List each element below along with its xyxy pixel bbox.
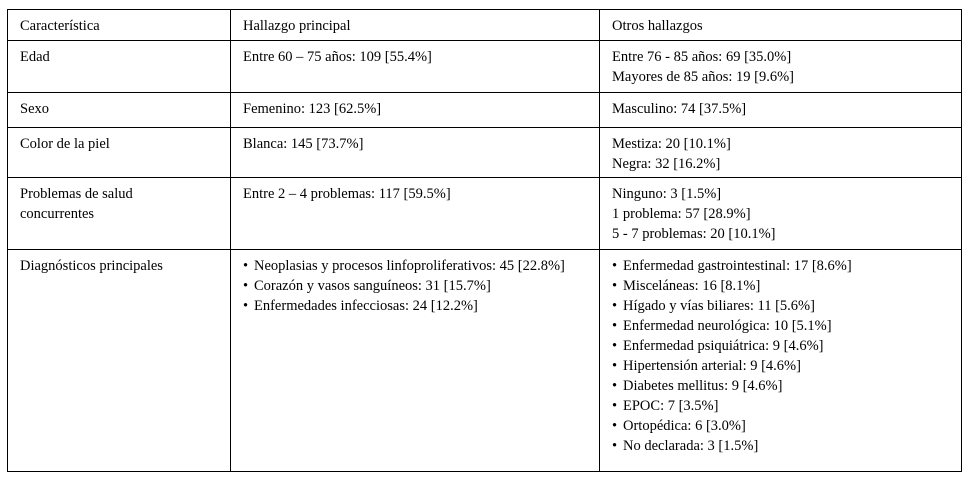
other-diagnosis-list — [612, 256, 953, 456]
row-label-line: Problemas de salud — [20, 186, 133, 202]
list-item: • Corazón y vasos sanguíneos: 31 [15.7%] — [243, 276, 591, 296]
table-row — [8, 41, 962, 93]
row-label-sexo: Sexo — [8, 93, 231, 128]
row-label-color-piel: Color de la piel — [8, 128, 231, 178]
row-main-color-piel — [231, 128, 600, 178]
list-item: • Enfermedades infecciosas: 24 [12.2%] — [243, 296, 591, 316]
list-item: • EPOC: 7 [3.5%] — [612, 396, 953, 416]
list-item: • Ortopédica: 6 [3.0%] — [612, 416, 953, 436]
header-otros-hallazgos: Otros hallazgos — [600, 10, 962, 41]
main-diagnosis-list — [243, 256, 591, 316]
row-others-diagnosticos — [600, 250, 962, 472]
list-item: • Enfermedad neurológica: 10 [5.1%] — [612, 316, 953, 336]
row-others-color-piel — [600, 128, 962, 178]
list-item: • Enfermedad psiquiátrica: 9 [4.6%] — [612, 336, 953, 356]
list-item: • Enfermedad gastrointestinal: 17 [8.6%] — [612, 256, 953, 276]
row-others-problemas-salud — [600, 178, 962, 250]
list-item: • Misceláneas: 16 [8.1%] — [612, 276, 953, 296]
row-main-diagnosticos — [231, 250, 600, 472]
header-caracteristica: Característica — [8, 10, 231, 41]
table-header-row — [8, 10, 962, 41]
table-row — [8, 178, 962, 250]
other-finding: Negra: 32 [16.2%] — [612, 156, 721, 172]
list-item: • No declarada: 3 [1.5%] — [612, 436, 953, 456]
row-label-problemas-salud — [8, 178, 231, 250]
main-finding: Blanca: 145 [73.7%] — [243, 136, 364, 152]
table-row — [8, 128, 962, 178]
row-others-sexo — [600, 93, 962, 128]
row-others-edad — [600, 41, 962, 93]
main-finding: Entre 60 – 75 años: 109 [55.4%] — [243, 49, 432, 65]
other-finding: Mestiza: 20 [10.1%] — [612, 136, 731, 152]
other-finding: Masculino: 74 [37.5%] — [612, 101, 747, 117]
table-row — [8, 93, 962, 128]
main-finding: Femenino: 123 [62.5%] — [243, 101, 382, 117]
main-finding: Entre 2 – 4 problemas: 117 [59.5%] — [243, 186, 451, 202]
list-item: • Diabetes mellitus: 9 [4.6%] — [612, 376, 953, 396]
table-row — [8, 250, 962, 472]
characteristics-table — [7, 9, 962, 472]
row-main-problemas-salud — [231, 178, 600, 250]
list-item: • Hipertensión arterial: 9 [4.6%] — [612, 356, 953, 376]
row-main-sexo — [231, 93, 600, 128]
row-label-edad: Edad — [8, 41, 231, 93]
row-main-edad — [231, 41, 600, 93]
header-hallazgo-principal: Hallazgo principal — [231, 10, 600, 41]
list-item: • Neoplasias y procesos linfoproliferativos: 45 [22.8%] — [243, 256, 591, 276]
row-label-line: concurrentes — [20, 206, 95, 222]
other-finding: 5 - 7 problemas: 20 [10.1%] — [612, 226, 776, 242]
row-label-diagnosticos: Diagnósticos principales — [8, 250, 231, 472]
other-finding: Ninguno: 3 [1.5%] — [612, 186, 722, 202]
other-finding: 1 problema: 57 [28.9%] — [612, 206, 751, 222]
other-finding: Mayores de 85 años: 19 [9.6%] — [612, 69, 795, 85]
other-finding: Entre 76 - 85 años: 69 [35.0%] — [612, 49, 792, 65]
list-item: • Hígado y vías biliares: 11 [5.6%] — [612, 296, 953, 316]
